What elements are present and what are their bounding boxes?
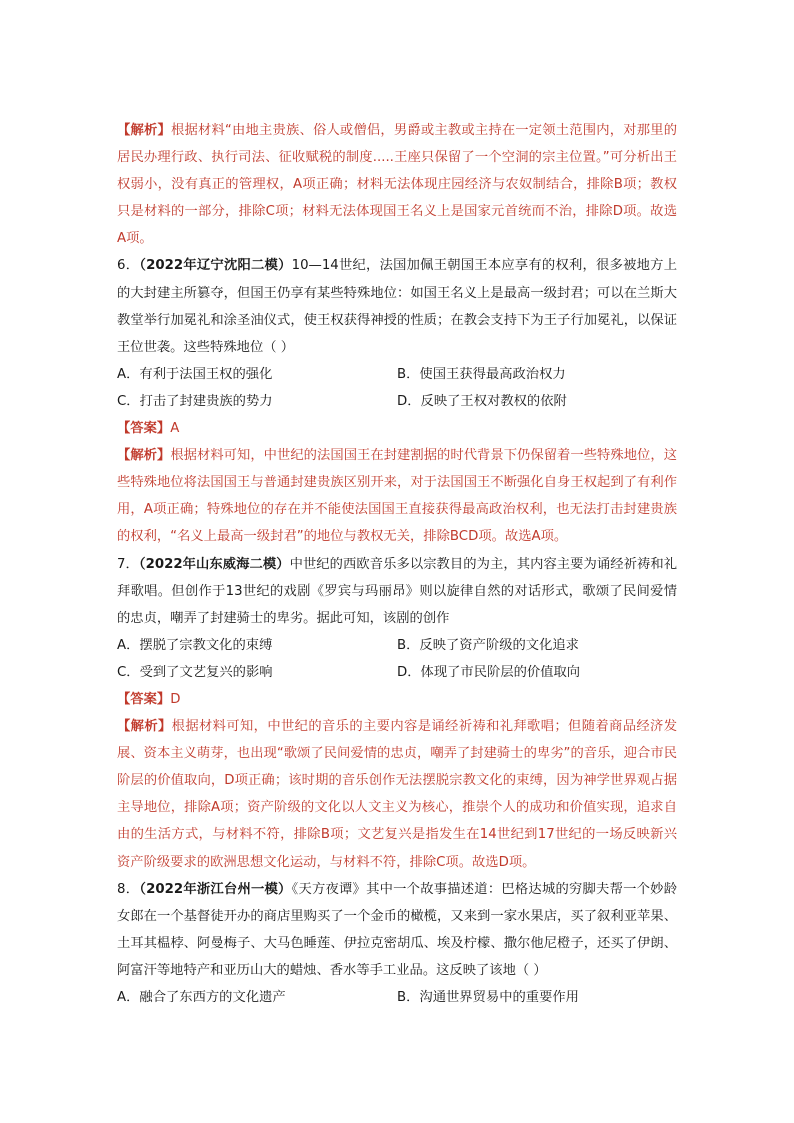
- q7-analysis: [117, 713, 677, 876]
- q5-analysis: [117, 117, 677, 252]
- q8-stem: [117, 876, 677, 984]
- q6-option-a: A．有利于法国王权的强化: [117, 366, 273, 382]
- q8-options: [117, 984, 677, 1011]
- q7-option-a: A．摆脱了宗教文化的束缚: [117, 637, 273, 653]
- q6-option-b: B．使国王获得最高政治权力: [397, 366, 566, 382]
- q6-answer-value: A: [170, 421, 180, 437]
- q7-stem-text: 中世纪的西欧音乐多以宗教目的为主，其内容主要为诵经祈祷和礼拜歌唱。但创作于13世纪的戏剧《罗宾与玛丽昂》则以旋律自然的对话形式，歌颂了民间爱情的忠贞，嘲弄了封建骑士的卑劣。据此可知，该剧的创作: [117, 556, 678, 626]
- q7-option-b: B．反映了资产阶级的文化追求: [397, 637, 579, 653]
- q7-answer-tag: 【答案】: [117, 691, 171, 707]
- q7-option-c: C．受到了文艺复兴的影响: [117, 664, 273, 680]
- q6-stem-text: 10—14世纪，法国加佩王朝国王本应享有的权利，很多被地方上的大封建主所篡夺，但国王仍享有某些特殊地位：如国王名义上是最高一级封君；可以在兰斯大教堂举行加冕礼和涂圣油仪式，使王权获得神授的性质；在教会支持下为王子行加冕礼，以保证王位世袭。这些特殊地位（ ）: [117, 258, 678, 355]
- q7-answer: [117, 686, 677, 713]
- q5-analysis-tag: 【解析】: [117, 123, 171, 138]
- q7-answer-value: D: [170, 691, 181, 707]
- q6-source: （2022年辽宁沈阳二模）: [139, 258, 292, 274]
- q8-option-b: B．沟通世界贸易中的重要作用: [397, 990, 579, 1005]
- q7-stem: [117, 551, 677, 632]
- q6-analysis-text: 根据材料可知，中世纪的法国国王在封建割据的时代背景下仍保留着一些特殊地位，这些特殊地位将法国国王与普通封建贵族区别开来，对于法国国王不断强化自身王权起到了有利作用，A项正确；特殊地位的存在并不能使法国国王直接获得最高政治权利，也无法打击封建贵族的权利，“名义上最高一级封君”的地位与教权无关，排除BCD项。故选A项。: [117, 448, 678, 545]
- q6-answer-tag: 【答案】: [117, 421, 171, 437]
- q6-option-c: C．打击了封建贵族的势力: [117, 393, 273, 409]
- q5-analysis-text: 根据材料“由地主贵族、俗人或僧侣，男爵或主教或主持在一定领土范围内，对那里的居民办理行政、执行司法、征收赋税的制度.....王座只保留了一个空洞的宗主位置。”可分析出王权弱小，没有真正的管理权，A项正确；材料无法体现庄园经济与农奴制结合，排除B项；教权只是材料的一部分，排除C项；材料无法体现国王名义上是国家元首统而不治，排除D项。故选A项。: [117, 123, 678, 247]
- q6-options: [117, 361, 677, 415]
- q7-option-d: D．体现了市民阶层的价值取向: [397, 664, 581, 680]
- document-body: [117, 117, 677, 1011]
- q7-analysis-text: 根据材料可知，中世纪的音乐的主要内容是诵经祈祷和礼拜歌唱；但随着商品经济发展、资本主义萌芽，也出现“歌颂了民间爱情的忠贞，嘲弄了封建骑士的卑劣”的音乐，迎合市民阶层的价值取向，D项正确；该时期的音乐创作无法摆脱宗教文化的束缚，因为神学世界观占据主导地位，排除A项；资产阶级的文化以人文主义为核心，推崇个人的成功和价值实现，追求自由的生活方式，与材料不符，排除B项；文艺复兴是指发生在14世纪到17世纪的一场反映新兴资产阶级要求的欧洲思想文化运动，与材料不符，排除C项。故选D项。: [117, 719, 678, 870]
- q6-option-d: D．反映了王权对教权的依附: [397, 393, 567, 409]
- q8-source: （2022年浙江台州一模）: [139, 881, 292, 897]
- q7-source: （2022年山东威海二模）: [138, 556, 290, 572]
- q6-answer: [117, 415, 677, 442]
- q7-options: [117, 632, 677, 686]
- q8-option-a: A．融合了东西方的文化遗产: [117, 990, 286, 1005]
- q6-analysis-tag: 【解析】: [117, 448, 171, 464]
- q6-analysis: [117, 442, 677, 550]
- q6-number: 6．: [117, 258, 140, 274]
- q8-number: 8．: [117, 881, 140, 897]
- q6-stem: [117, 252, 677, 360]
- q7-analysis-tag: 【解析】: [117, 719, 172, 735]
- q7-number: 7．: [117, 556, 139, 572]
- q8-stem-text: 《天方夜谭》其中一个故事描述道：巴格达城的穷脚夫帮一个妙龄女郎在一个基督徒开办的商店里购买了一个金币的橄榄，又来到一家水果店，买了叙利亚苹果、土耳其榅桲、阿曼梅子、大马色睡莲、伊拉克密胡瓜、埃及柠檬、撒尔他尼橙子，还买了伊朗、阿富汗等地特产和亚历山大的蜡烛、香水等手工业品。这反映了该地（ ）: [117, 881, 677, 978]
